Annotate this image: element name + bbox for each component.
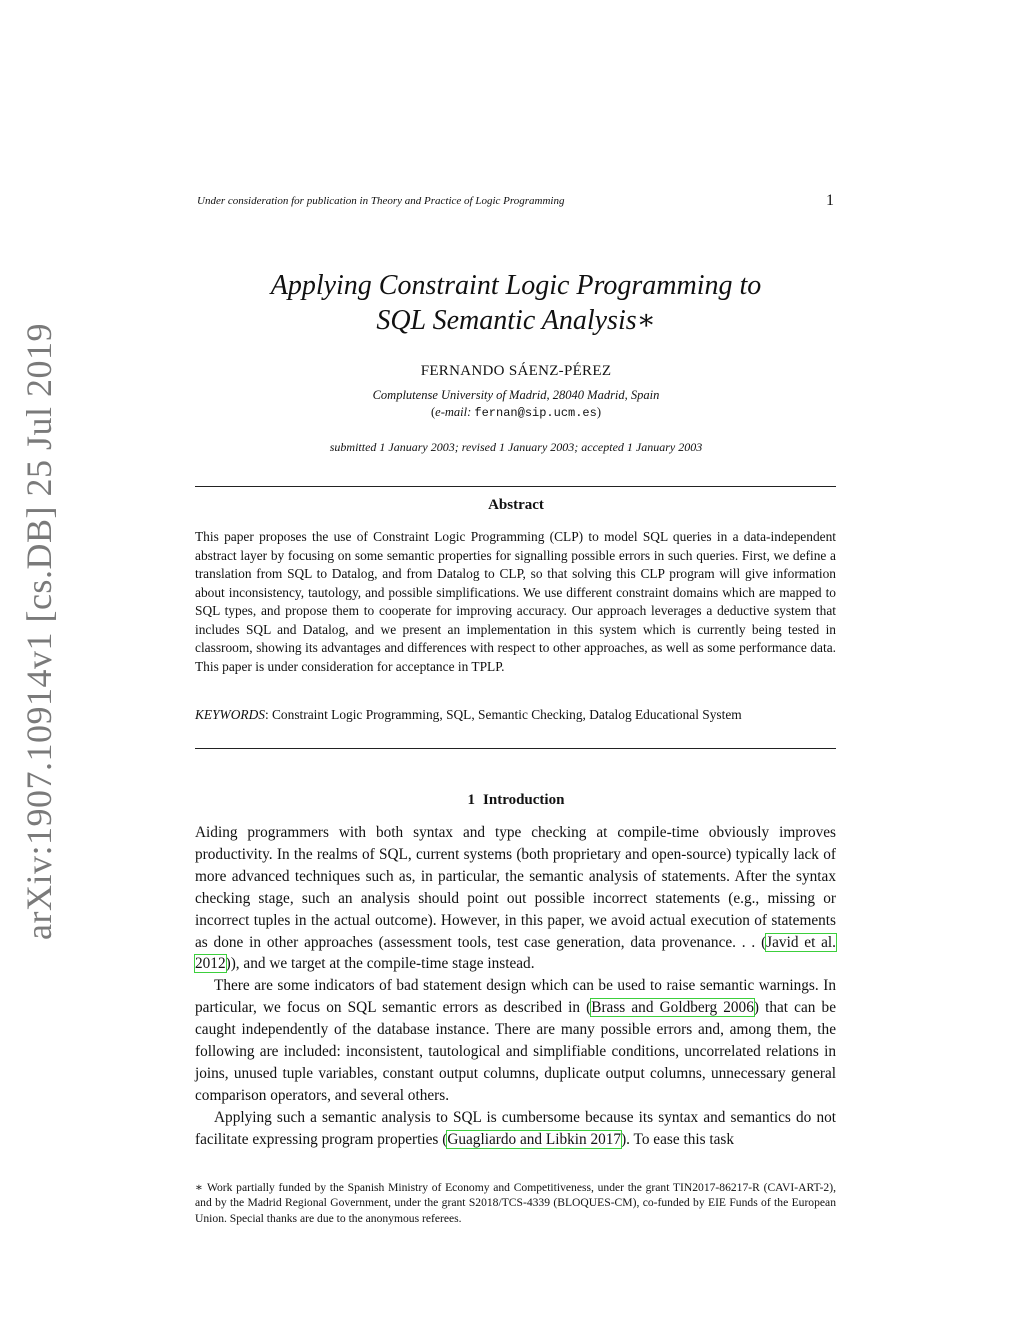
citation-link[interactable]: Brass and Goldberg 2006 <box>591 999 754 1017</box>
keywords-list: : Constraint Logic Programming, SQL, Semantic Checking, Datalog Educational System <box>264 707 742 722</box>
keywords <box>195 706 836 724</box>
affiliation: Complutense University of Madrid, 28040 Madrid, Spain <box>372 388 660 402</box>
page-number: 1 <box>826 192 834 209</box>
paragraph-text: ) that can be caught independently of the database instance. There are many possible errors and, among them, the following are included: inconsistent, tautological and simplifiable conditions, uncorrelated relations in joins, unused tuple variables, constant output columns, duplicate output columns, unnecessary general comparison operators, and several others. <box>195 999 836 1104</box>
abstract-text: This paper proposes the use of Constraint Logic Programming (CLP) to model SQL queries in a data-independent abstract layer by focusing on some semantic properties for signalling possible errors in such queries. First, we define a translation from SQL to Datalog, and from Datalog to CLP, so that solving this CLP program will give information about inconsistency, tautology, and possible simplifications. We use different constraint domains which are mapped to SQL types, and propose them to cooperate for improving accuracy. Our approach leverages a deductive system that includes SQL and Datalog, and we present an implementation in this system which is currently being tested in classroom, showing its advantages and differences with respect to other approaches, as well as some performance data. This paper is under consideration for acceptance in TPLP. <box>195 529 836 674</box>
keywords-label: KEYWORDS <box>195 707 265 722</box>
paragraph-2 <box>195 975 836 1106</box>
title-line-2: SQL Semantic Analysis∗ <box>376 305 656 336</box>
paragraph-text: Applying such a semantic analysis to SQL is cumbersome because its syntax and semantics do not facilitate expressing program properties ( <box>195 1108 836 1148</box>
abstract-top-rule <box>195 486 836 487</box>
footnote <box>195 1180 836 1226</box>
citation-link[interactable]: Guagliardo and Libkin 2017 <box>447 1130 622 1148</box>
email-label: e-mail: <box>435 405 472 419</box>
paragraph-text: ). To ease this task <box>621 1130 735 1148</box>
arxiv-stamp: arXiv:1907.10914v1 [cs.DB] 25 Jul 2019 <box>19 323 59 940</box>
paper-title <box>197 268 835 338</box>
author-email: (e-mail: fernan@sip.ucm.es) <box>431 405 601 420</box>
email-address[interactable]: fernan@sip.ucm.es <box>474 406 597 420</box>
paragraph-text: There are some indicators of bad statement design which can be used to raise semantic warnings. In particular, we focus on SQL semantic errors as described in ( <box>195 977 836 1017</box>
paragraph-1 <box>195 822 836 975</box>
section-heading <box>197 792 835 809</box>
abstract-bottom-rule <box>195 748 836 749</box>
running-header: Under consideration for publication in Theory and Practice of Logic Programming <box>197 195 565 207</box>
paragraph-text: Aiding programmers with both syntax and type checking at compile-time obviously improves productivity. In the realms of SQL, current systems (both proprietary and open-source) typically lack of more advanced techniques such as, in particular, the semantic analysis of statements. After the syntax checking stage, such an analysis should point out possible incorrect statements (e.g., missing or incorrect tuples in the actual outcome). However, in this paper, we avoid actual execution of statements as done in other approaches (assessment tools, test case generation, data provenance. . . ( <box>195 824 836 951</box>
submission-dates: submitted 1 January 2003; revised 1 January 2003; accepted 1 January 2003 <box>329 440 703 454</box>
section-body <box>195 822 836 1151</box>
section-title: Introduction <box>483 792 565 808</box>
author-name: FERNANDO SÁENZ-PÉREZ <box>420 363 612 379</box>
paragraph-3 <box>195 1107 836 1151</box>
section-number: 1 <box>467 792 476 808</box>
footnote-mark: ∗ <box>195 1181 203 1194</box>
abstract-heading: Abstract <box>488 497 544 513</box>
paragraph-text: )), and we target at the compile-time stage instead. <box>225 955 535 973</box>
citation-link[interactable]: Javid et al. 2012 <box>195 933 836 973</box>
title-line-1: Applying Constraint Logic Programming to <box>270 270 762 301</box>
footnote-text: Work partially funded by the Spanish Ministry of Economy and Competitiveness, under the grant TIN2017-86217-R (CAVI-ART-2), and by the Madrid Regional Government, under the grant S2018/TCS-4339 (BLOQUES-CM), co-funded by EIE Funds of the European Union. Special thanks are due to the anonymous referees. <box>195 1181 836 1225</box>
